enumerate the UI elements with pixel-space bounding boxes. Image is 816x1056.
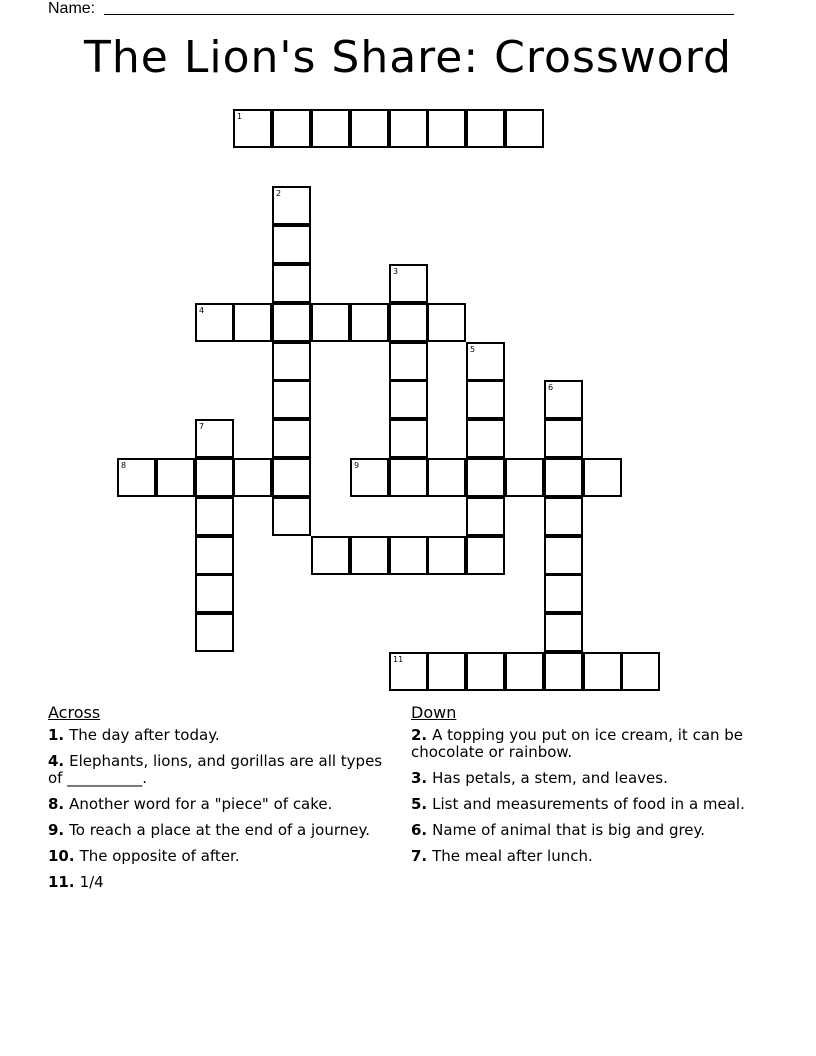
grid-cell[interactable] bbox=[272, 186, 311, 225]
clue-down-6 bbox=[411, 822, 756, 839]
grid-cell[interactable] bbox=[544, 380, 583, 419]
grid-cell[interactable] bbox=[272, 342, 311, 381]
grid-cell[interactable] bbox=[272, 419, 311, 458]
grid-cell[interactable] bbox=[466, 109, 505, 148]
grid-cell[interactable] bbox=[195, 536, 234, 575]
clue-text: List and measurements of food in a meal. bbox=[432, 795, 745, 813]
grid-cell[interactable] bbox=[233, 109, 272, 148]
grid-cell[interactable] bbox=[466, 380, 505, 419]
grid-cell[interactable] bbox=[389, 652, 428, 691]
grid-cell[interactable] bbox=[272, 225, 311, 264]
grid-cell[interactable] bbox=[195, 419, 234, 458]
clue-text: A topping you put on ice cream, it can be chocolate or rainbow. bbox=[411, 726, 744, 761]
grid-cell-number: 5 bbox=[470, 345, 476, 354]
grid-cell[interactable] bbox=[350, 536, 389, 575]
grid-cell[interactable] bbox=[389, 380, 428, 419]
grid-cell[interactable] bbox=[427, 458, 466, 497]
grid-cell[interactable] bbox=[389, 264, 428, 303]
grid-cell[interactable] bbox=[350, 458, 389, 497]
clue-text: The meal after lunch. bbox=[432, 847, 593, 865]
grid-cell[interactable] bbox=[466, 536, 505, 575]
clue-down-3 bbox=[411, 770, 756, 787]
grid-cell[interactable] bbox=[466, 419, 505, 458]
grid-cell[interactable] bbox=[544, 497, 583, 536]
grid-cell[interactable] bbox=[311, 109, 350, 148]
grid-cell[interactable] bbox=[427, 536, 466, 575]
grid-cell-number: 2 bbox=[276, 189, 282, 198]
clue-across-11 bbox=[48, 874, 393, 891]
clue-number: 11. bbox=[48, 873, 75, 891]
grid-cell-number: 4 bbox=[199, 306, 205, 315]
grid-cell[interactable] bbox=[427, 303, 466, 342]
grid-cell[interactable] bbox=[389, 458, 428, 497]
grid-cell[interactable] bbox=[583, 458, 622, 497]
grid-cell[interactable] bbox=[311, 536, 350, 575]
grid-cell[interactable] bbox=[233, 458, 272, 497]
grid-cell[interactable] bbox=[311, 303, 350, 342]
grid-cell[interactable] bbox=[272, 458, 311, 497]
clue-number: 8. bbox=[48, 795, 65, 813]
clue-text: Name of animal that is big and grey. bbox=[432, 821, 706, 839]
grid-cell[interactable] bbox=[389, 303, 428, 342]
clue-number: 2. bbox=[411, 726, 428, 744]
clue-number: 6. bbox=[411, 821, 428, 839]
grid-cell[interactable] bbox=[544, 613, 583, 652]
clue-across-1 bbox=[48, 727, 393, 744]
grid-cell[interactable] bbox=[272, 109, 311, 148]
grid-cell[interactable] bbox=[544, 536, 583, 575]
grid-cell[interactable] bbox=[117, 458, 156, 497]
grid-cell[interactable] bbox=[466, 458, 505, 497]
clue-number: 1. bbox=[48, 726, 65, 744]
grid-cell[interactable] bbox=[195, 574, 234, 613]
across-clues bbox=[48, 704, 393, 900]
grid-cell[interactable] bbox=[272, 264, 311, 303]
grid-cell[interactable] bbox=[427, 109, 466, 148]
grid-cell-number: 8 bbox=[121, 461, 127, 470]
across-heading: Across bbox=[48, 703, 101, 722]
grid-cell[interactable] bbox=[544, 652, 583, 691]
grid-cell[interactable] bbox=[389, 342, 428, 381]
down-heading: Down bbox=[411, 703, 457, 722]
clue-text: Another word for a "piece" of cake. bbox=[69, 795, 333, 813]
clue-down-2 bbox=[411, 727, 756, 761]
grid-cell[interactable] bbox=[427, 652, 466, 691]
grid-cell[interactable] bbox=[621, 652, 660, 691]
grid-cell[interactable] bbox=[389, 536, 428, 575]
grid-cell[interactable] bbox=[544, 419, 583, 458]
grid-cell[interactable] bbox=[505, 652, 544, 691]
clue-across-4 bbox=[48, 753, 393, 787]
grid-cell[interactable] bbox=[272, 380, 311, 419]
grid-cell[interactable] bbox=[544, 574, 583, 613]
clue-number: 3. bbox=[411, 769, 428, 787]
grid-cell-number: 6 bbox=[548, 383, 554, 392]
grid-cell[interactable] bbox=[466, 497, 505, 536]
grid-cell[interactable] bbox=[350, 303, 389, 342]
down-clues bbox=[411, 704, 756, 874]
grid-cell[interactable] bbox=[389, 419, 428, 458]
grid-cell[interactable] bbox=[350, 109, 389, 148]
grid-cell[interactable] bbox=[272, 497, 311, 536]
grid-cell-number: 9 bbox=[354, 461, 360, 470]
clue-text: Has petals, a stem, and leaves. bbox=[432, 769, 668, 787]
grid-cell[interactable] bbox=[156, 458, 195, 497]
grid-cell[interactable] bbox=[466, 652, 505, 691]
name-label: Name: bbox=[48, 0, 96, 17]
clue-across-10 bbox=[48, 848, 393, 865]
grid-cell[interactable] bbox=[195, 303, 234, 342]
clue-number: 7. bbox=[411, 847, 428, 865]
clue-down-5 bbox=[411, 796, 756, 813]
grid-cell[interactable] bbox=[389, 109, 428, 148]
grid-cell-number: 1 bbox=[237, 112, 243, 121]
grid-cell[interactable] bbox=[195, 458, 234, 497]
clue-text: Elephants, lions, and gorillas are all types of __________. bbox=[48, 752, 383, 787]
clue-number: 10. bbox=[48, 847, 75, 865]
grid-cell[interactable] bbox=[544, 458, 583, 497]
clue-down-7 bbox=[411, 848, 756, 865]
clue-number: 9. bbox=[48, 821, 65, 839]
grid-cell[interactable] bbox=[583, 652, 622, 691]
grid-cell[interactable] bbox=[505, 109, 544, 148]
grid-cell-number: 3 bbox=[393, 267, 399, 276]
clue-across-9 bbox=[48, 822, 393, 839]
grid-cell[interactable] bbox=[195, 497, 234, 536]
grid-cell-number: 7 bbox=[199, 422, 205, 431]
clue-number: 5. bbox=[411, 795, 428, 813]
clue-text: The opposite of after. bbox=[79, 847, 240, 865]
grid-cell[interactable] bbox=[233, 303, 272, 342]
clue-across-8 bbox=[48, 796, 393, 813]
clue-number: 4. bbox=[48, 752, 65, 770]
clue-text: To reach a place at the end of a journey. bbox=[69, 821, 370, 839]
grid-cell[interactable] bbox=[466, 342, 505, 381]
clue-text: The day after today. bbox=[69, 726, 220, 744]
page-title: The Lion's Share: Crossword bbox=[84, 32, 732, 83]
grid-cell[interactable] bbox=[195, 613, 234, 652]
grid-cell[interactable] bbox=[272, 303, 311, 342]
grid-cell[interactable] bbox=[505, 458, 544, 497]
clue-text: 1/4 bbox=[79, 873, 104, 891]
grid-cell-number: 11 bbox=[393, 655, 404, 664]
